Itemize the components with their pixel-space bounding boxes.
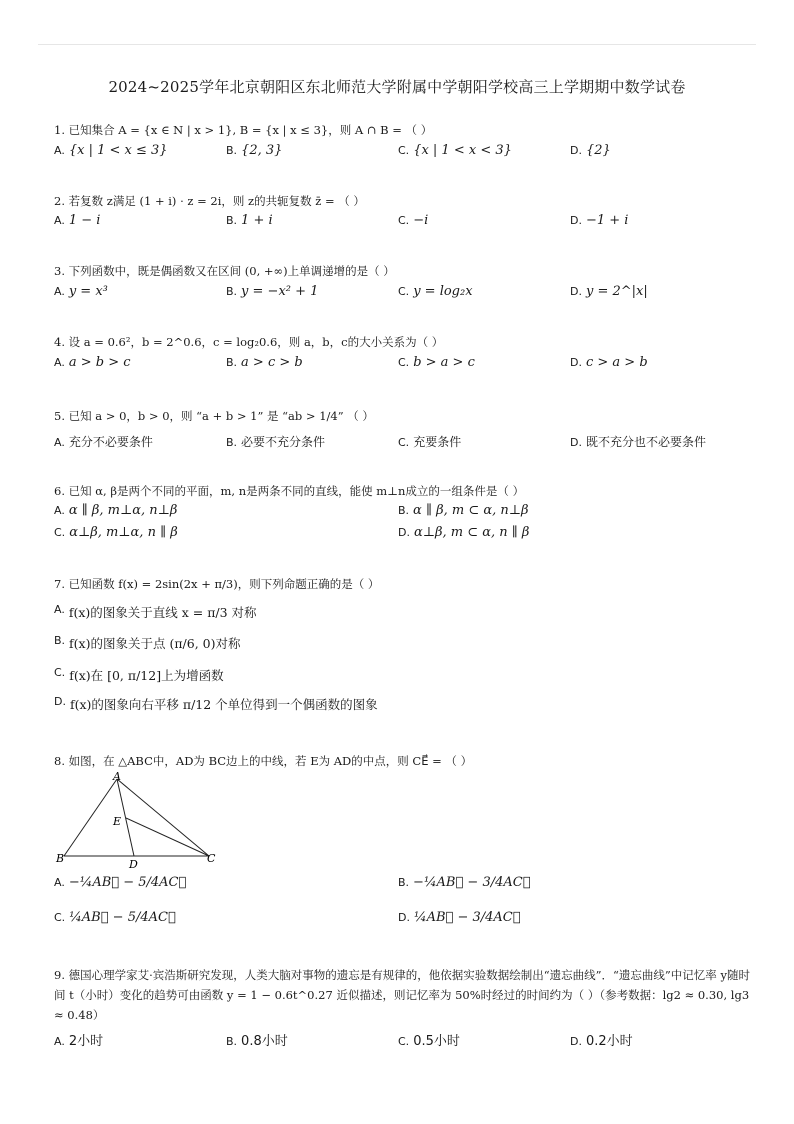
q9-option-b[interactable]: B. 0.8小时 [226,1034,288,1049]
q1-option-a[interactable]: A. {x | 1 < x ≤ 3} [54,143,168,158]
side-ac [117,779,209,856]
question-5-stem: 5. 已知 a > 0，b > 0，则 “a + b > 1” 是 “ab > 1/4” （ ） [54,409,374,423]
side-ab [64,779,117,856]
question-9-stem: 9. 德国心理学家艾·宾浩斯研究发现，人类大脑对事物的遗忘是有规律的，他依据实验数据绘制出“遗忘曲线”．“遗忘曲线”中记忆率 y随时间 t（小时）变化的趋势可由函数 y = 1 − 0.6t^0.27 近似描述，则记忆率为 50%时经过的时间约为（ ）（参考数据：lg2 ≈ 0.30, lg3 ≈ 0.48） [54,968,750,1022]
label-a: A [113,770,121,783]
question-3-stem: 3. 下列函数中，既是偶函数又在区间 (0, +∞)上单调递增的是（ ） [54,264,395,278]
q4-option-d[interactable]: D. c > a > b [570,355,648,370]
q3-option-a[interactable]: A. y = x³ [54,284,108,299]
q6-option-b[interactable]: B. α ∥ β, m ⊂ α, n⊥β [398,503,529,518]
q2-option-b[interactable]: B. 1 + i [226,213,273,228]
q3-option-b[interactable]: B. y = −x² + 1 [226,284,319,299]
q8-option-d[interactable]: D. ¼AB⃗ − 3/4AC⃗ [398,910,521,925]
q5-option-b[interactable]: B. 必要不充分条件 [226,435,326,449]
q2-option-c[interactable]: C. −i [398,213,429,228]
label-b: B [56,852,65,865]
segment-ce [126,818,209,856]
q5-option-a[interactable]: A. 充分不必要条件 [54,435,153,449]
q7-option-d[interactable]: D. f(x)的图象向右平移 π/12 个单位得到一个偶函数的图象 [54,695,378,712]
q7-option-b[interactable]: B. f(x)的图象关于点 (π/6, 0)对称 [54,634,241,651]
q6-option-d[interactable]: D. α⊥β, m ⊂ α, n ∥ β [398,525,530,540]
question-6-stem: 6. 已知 α, β是两个不同的平面，m, n是两条不同的直线，能使 m⊥n成立的一组条件是（ ） [54,484,525,498]
q1-option-d[interactable]: D. {2} [570,143,611,158]
q4-option-c[interactable]: C. b > a > c [398,355,475,370]
page-title: 2024~2025学年北京朝阳区东北师范大学附属中学朝阳学校高三上学期期中数学试卷 [108,78,686,96]
q6-option-a[interactable]: A. α ∥ β, m⊥α, n⊥β [54,503,178,518]
label-d: D [129,858,138,870]
q8-option-c[interactable]: C. ¼AB⃗ − 5/4AC⃗ [54,910,176,925]
question-4-stem: 4. 设 a = 0.6²，b = 2^0.6，c = log₂0.6，则 a，b，c的大小关系为（ ） [54,335,444,349]
q4-option-a[interactable]: A. a > b > c [54,355,131,370]
triangle-figure [54,770,229,870]
question-1-stem: 1. 已知集合 A = {x ∈ N | x > 1}, B = {x | x ≤ 3}，则 A ∩ B = （ ） [54,123,433,137]
q3-option-c[interactable]: C. y = log₂x [398,284,473,299]
q3-option-d[interactable]: D. y = 2^|x| [570,284,648,299]
q9-option-d[interactable]: D. 0.2小时 [570,1034,633,1049]
question-2-stem: 2. 若复数 z满足 (1 + i) · z = 2i，则 z的共轭复数 z̄ = （ ） [54,194,365,208]
q1-option-c[interactable]: C. {x | 1 < x < 3} [398,143,512,158]
q5-option-d[interactable]: D. 既不充分也不必要条件 [570,435,706,449]
q1-option-b[interactable]: B. {2, 3} [226,143,283,158]
label-c: C [207,852,216,865]
q5-option-c[interactable]: C. 充要条件 [398,435,462,449]
q2-option-d[interactable]: D. −1 + i [570,213,629,228]
label-e: E [113,815,122,828]
question-8-stem: 8. 如图，在 △ABC中，AD为 BC边上的中线，若 E为 AD的中点，则 CE⃗ = （ ） [54,754,473,768]
q9-option-c[interactable]: C. 0.5小时 [398,1034,460,1049]
q8-option-b[interactable]: B. −¼AB⃗ − 3/4AC⃗ [398,875,531,890]
q2-option-a[interactable]: A. 1 − i [54,213,101,228]
question-7-stem: 7. 已知函数 f(x) = 2sin(2x + π/3)，则下列命题正确的是（ ） [54,577,380,591]
header-rule [38,44,756,45]
q8-option-a[interactable]: A. −¼AB⃗ − 5/4AC⃗ [54,875,187,890]
q9-option-a[interactable]: A. 2小时 [54,1034,104,1049]
q7-option-c[interactable]: C. f(x)在 [0, π/12]上为增函数 [54,666,224,683]
q4-option-b[interactable]: B. a > c > b [226,355,303,370]
q6-option-c[interactable]: C. α⊥β, m⊥α, n ∥ β [54,525,178,540]
q7-option-a[interactable]: A. f(x)的图象关于直线 x = π/3 对称 [54,603,257,620]
